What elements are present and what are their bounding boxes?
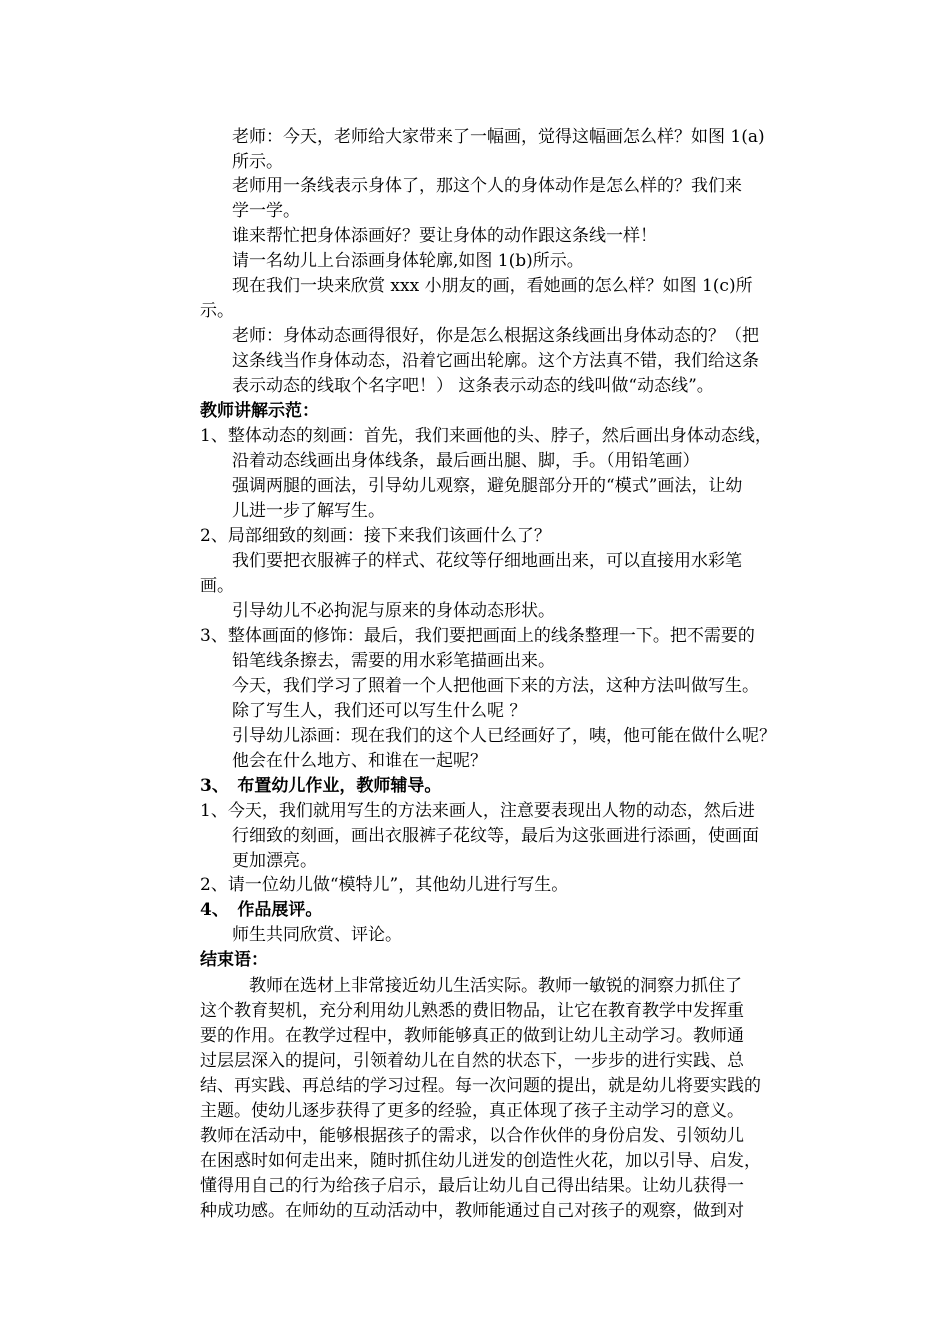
text-line: 我们要把衣服裤子的样式、花纹等仔细地画出来，可以直接用水彩笔 [232,551,742,571]
text-line: 师生共同欣赏、评论。 [232,925,402,945]
text-line: 要的作用。在教学过程中，教师能够真正的做到让幼儿主动学习。教师通 [200,1026,744,1046]
text-line: 教师在选材上非常接近幼儿生活实际。教师一敏锐的洞察力抓住了 [249,976,742,996]
text-line: 教师在活动中，能够根据孩子的需求，以合作伙伴的身份启发、引领幼儿 [200,1126,744,1146]
text-line: 强调两腿的画法，引导幼儿观察，避免腿部分开的“模式”画法，让幼 [232,476,743,496]
text-line: 老师用一条线表示身体了，那这个人的身体动作是怎么样的？我们来 [232,176,742,196]
text-line: 表示动态的线取个名字吧！） 这条表示动态的线叫做“动态线”。 [232,376,714,396]
text-line: 沿着动态线画出身体线条，最后画出腿、脚，手。（用铅笔画） [232,451,700,471]
text-line: 他会在什么地方、和谁在一起呢？ [232,751,487,771]
text-line: 画。 [200,576,234,596]
text-line: 示。 [200,301,234,321]
section-heading: 3、 布置幼儿作业，教师辅导。 [200,776,442,796]
text-line: 在困惑时如何走出来，随时抓住幼儿迸发的创造性火花，加以引导、启发， [200,1151,761,1171]
text-line: 引导幼儿不必拘泥与原来的身体动态形状。 [232,601,555,621]
text-line: 老师：身体动态画得很好，你是怎么根据这条线画出身体动态的？（把 [232,326,759,346]
text-line: 行细致的刻画，画出衣服裤子花纹等，最后为这张画进行添画，使画面 [232,826,759,846]
section-heading: 4、 作品展评。 [200,900,323,920]
text-line: 懂得用自己的行为给孩子启示，最后让幼儿自己得出结果。让幼儿获得一 [200,1176,744,1196]
text-line: 今天，我们学习了照着一个人把他画下来的方法，这种方法叫做写生。 [232,676,759,696]
section-heading: 教师讲解示范： [200,401,319,421]
text-line: 现在我们一块来欣赏 xxx 小朋友的画，看她画的怎么样？如图 1(c)所 [232,276,753,296]
text-line: 结、再实践、再总结的学习过程。每一次问题的提出，就是幼儿将要实践的 [200,1076,761,1096]
text-line: 请一名幼儿上台添画身体轮廓,如图 1(b)所示。 [232,251,584,271]
text-line: 过层层深入的提问，引领着幼儿在自然的状态下，一步步的进行实践、总 [200,1051,744,1071]
text-line: 铅笔线条擦去，需要的用水彩笔描画出来。 [232,651,555,671]
text-line: 2、请一位幼儿做“模特儿”，其他幼儿进行写生。 [200,875,569,895]
text-line: 2、局部细致的刻画：接下来我们该画什么了？ [200,526,551,546]
text-line: 除了写生人，我们还可以写生什么呢 ？ [232,701,527,721]
text-line: 1、整体动态的刻画：首先，我们来画他的头、脖子，然后画出身体动态线， [200,426,772,446]
text-line: 学一学。 [232,201,300,221]
text-line: 更加漂亮。 [232,851,317,871]
text-line: 谁来帮忙把身体添画好？要让身体的动作跟这条线一样！ [232,226,657,246]
text-line: 主题。使幼儿逐步获得了更多的经验，真正体现了孩子主动学习的意义。 [200,1101,744,1121]
text-line: 种成功感。在师幼的互动活动中，教师能通过自己对孩子的观察，做到对 [200,1201,744,1221]
text-line: 引导幼儿添画：现在我们的这个人已经画好了，咦，他可能在做什么呢？ [232,726,776,746]
section-heading: 结束语： [200,950,268,970]
text-line: 老师：今天，老师给大家带来了一幅画，觉得这幅画怎么样？如图 1(a) [232,127,765,147]
text-line: 儿进一步了解写生。 [232,501,385,521]
text-line: 所示。 [232,152,283,172]
text-line: 这个教育契机，充分利用幼儿熟悉的费旧物品，让它在教育教学中发挥重 [200,1001,744,1021]
text-line: 这条线当作身体动态，沿着它画出轮廓。这个方法真不错，我们给这条 [232,351,759,371]
text-line: 3、整体画面的修饰：最后，我们要把画面上的线条整理一下。把不需要的 [200,626,755,646]
text-line: 1、今天，我们就用写生的方法来画人，注意要表现出人物的动态，然后进 [200,801,755,821]
